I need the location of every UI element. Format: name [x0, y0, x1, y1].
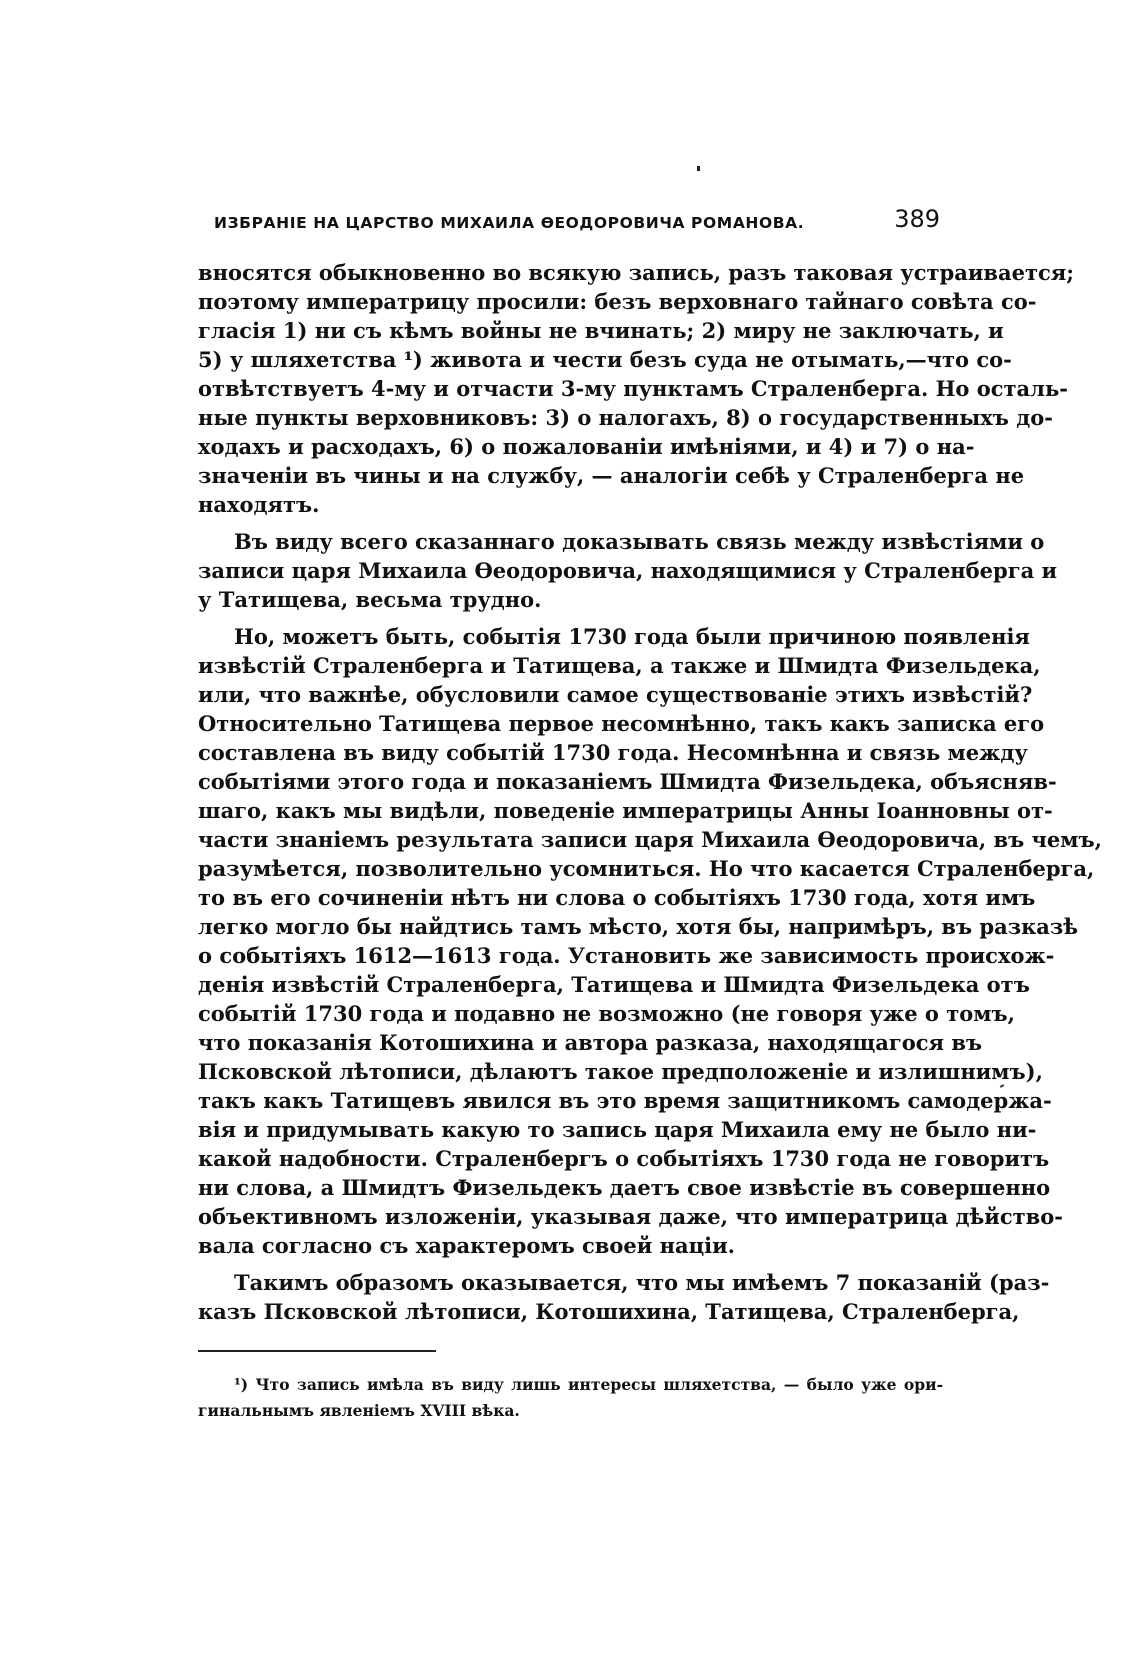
footnote-rule: [198, 1350, 436, 1352]
footnote-line: гинальнымъ явленіемъ XVIII вѣка.: [198, 1401, 520, 1420]
text-line: части знаніемъ результата записи царя Михаила Ѳеодоровича, въ чемъ,: [198, 827, 1102, 852]
text-line: легко могло бы найдтись тамъ мѣсто, хотя бы, напримѣръ, въ разказѣ: [198, 914, 1079, 939]
text-line: какой надобности. Страленбергъ о событіяхъ 1730 года не говоритъ: [198, 1146, 1050, 1171]
running-header: [200, 203, 940, 243]
text-line: находятъ.: [198, 492, 320, 517]
text-line: вносятся обыкновенно во всякую запись, разъ таковая устраивается;: [198, 260, 1075, 285]
text-line: у Татищева, весьма трудно.: [198, 587, 542, 612]
text-line: разумѣется, позволительно усомниться. Но что касается Страленберга,: [198, 856, 1095, 881]
text-line: извѣстій Страленберга и Татищева, а также и Шмидта Физельдека,: [198, 653, 1041, 678]
text-line: объективномъ изложеніи, указывая даже, что императрица дѣйство-: [198, 1204, 1063, 1229]
text-line: значеніи въ чины и на службу, — аналогіи себѣ у Страленберга не: [198, 463, 1025, 488]
text-line: Псковской лѣтописи, дѣлаютъ такое предположеніе и излишнимъ),: [198, 1059, 1043, 1084]
text-line: казъ Псковской лѣтописи, Котошихина, Татищева, Страленберга,: [198, 1299, 1020, 1324]
text-line: отвѣтствуетъ 4-му и отчасти 3-му пунктамъ Страленберга. Но осталь-: [198, 376, 1068, 401]
text-line: поэтому императрицу просили: безъ верховнаго тайнаго совѣта со-: [198, 289, 1037, 314]
text-line: такъ какъ Татищевъ явился въ это время защитникомъ самодержа-: [198, 1088, 1052, 1113]
text-line: что показанія Котошихина и автора разказа, находящагося въ: [198, 1030, 983, 1055]
text-line: записи царя Михаила Ѳеодоровича, находящимися у Страленберга и: [198, 558, 1058, 583]
paragraph-gap: [198, 1260, 943, 1268]
text-line: ные пункты верховниковъ: 3) о налогахъ, 8) о государственныхъ до-: [198, 405, 1053, 430]
text-line: событій 1730 года и подавно не возможно (не говоря уже о томъ,: [198, 1001, 1015, 1026]
text-line: ходахъ и расходахъ, 6) о пожалованіи имѣніями, и 4) и 7) о на-: [198, 434, 975, 459]
paragraph-gap: [198, 519, 943, 527]
text-line: составлена въ виду событій 1730 года. Несомнѣнна и связь между: [198, 740, 1028, 765]
text-line: 5) у шляхетства ¹) живота и чести безъ суда не отымать,—что со-: [198, 347, 1012, 372]
text-line: гласія 1) ни съ кѣмъ войны не вчинать; 2) миру не заключать, и: [198, 318, 1004, 343]
text-line: вала согласно съ характеромъ своей націи.: [198, 1233, 735, 1258]
text-line: о событіяхъ 1612—1613 года. Установить же зависимость происхож-: [198, 943, 1055, 968]
text-line: Въ виду всего сказаннаго доказывать связь между извѣстіями о: [234, 529, 1045, 554]
paragraph-gap: [198, 614, 943, 622]
ink-speck: [697, 166, 700, 171]
text-line: шаго, какъ мы видѣли, поведеніе императрицы Анны Іоанновны от-: [198, 798, 1053, 823]
text-line: вія и придумывать какую то запись царя Михаила ему не было ни-: [198, 1117, 1037, 1142]
main-text: [198, 258, 1102, 1326]
footnote-line: ¹) Что запись имѣла въ виду лишь интересы шляхетства, — было уже ори-: [234, 1375, 943, 1394]
running-title: ИЗБРАНІЕ НА ЦАРСТВО МИХАИЛА ѲЕОДОРОВИЧА РОМАНОВА.: [214, 214, 805, 232]
page-number: 389: [894, 205, 940, 233]
text-line: событіями этого года и показаніемъ Шмидта Физельдека, объясняв-: [198, 769, 1057, 794]
text-line: ни слова, а Шмидтъ Физельдекъ даетъ свое извѣстіе въ совершенно: [198, 1175, 1051, 1200]
text-line: Относительно Татищева первое несомнѣнно, такъ какъ записка его: [198, 711, 1045, 736]
text-line: или, что важнѣе, обусловили самое существованіе этихъ извѣстій?: [198, 682, 1033, 707]
text-line: денія извѣстій Страленберга, Татищева и Шмидта Физельдека отъ: [198, 972, 1030, 997]
text-line: Но, можетъ быть, событія 1730 года были причиною появленія: [234, 624, 1030, 649]
text-line: то въ его сочиненіи нѣтъ ни слова о событіяхъ 1730 года, хотя имъ: [198, 885, 1036, 910]
footnote: [198, 1372, 943, 1424]
text-line: Такимъ образомъ оказывается, что мы имѣемъ 7 показаній (раз-: [234, 1270, 1050, 1295]
